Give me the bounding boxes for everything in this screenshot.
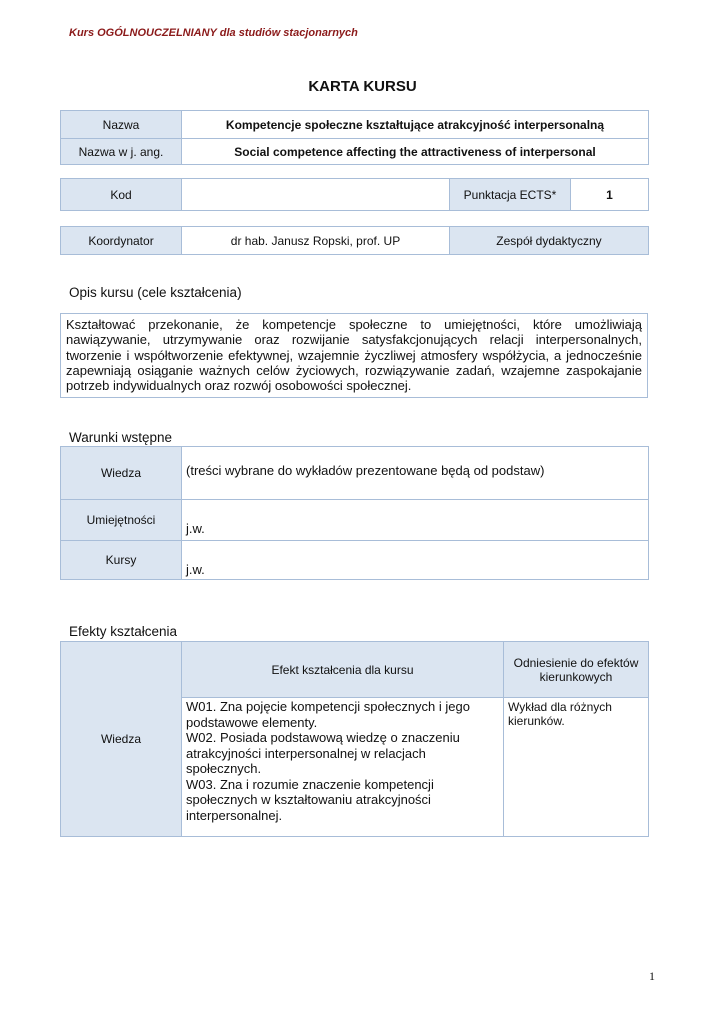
efekty-effects xyxy=(182,698,504,837)
header-note: Kurs OGÓLNOUCZELNIANY dla studiów stacjonarnych xyxy=(69,27,358,39)
team-label: Zespół dydaktyczny xyxy=(450,227,649,255)
warunki-value-kursy: j.w. xyxy=(182,541,649,580)
name-en-value: Social competence affecting the attractiveness of interpersonal xyxy=(182,139,649,165)
efekty-col-ref: Odniesienie do efektów kierunkowych xyxy=(504,642,649,698)
efekty-reference: Wykład dla różnych kierunków. xyxy=(504,698,649,837)
name-label: Nazwa xyxy=(61,111,182,139)
efekty-row-label: Wiedza xyxy=(61,642,182,837)
warunki-table xyxy=(60,446,649,580)
effect-w03: W03. Zna i rozumie znaczenie kompetencji społecznych w kształtowaniu atrakcyjności interpersonalnej. xyxy=(186,776,434,823)
name-en-label: Nazwa w j. ang. xyxy=(61,139,182,165)
ects-label: Punktacja ECTS* xyxy=(450,179,571,211)
efekty-table xyxy=(60,641,649,837)
warunki-heading: Warunki wstępne xyxy=(69,430,173,445)
warunki-label-umiejetnosci: Umiejętności xyxy=(61,500,182,541)
code-value xyxy=(182,179,450,211)
page-title: KARTA KURSU xyxy=(308,78,417,95)
coordinator-table xyxy=(60,226,649,255)
coordinator-label: Koordynator xyxy=(61,227,182,255)
ects-value: 1 xyxy=(571,179,649,211)
effect-w02: W02. Posiada podstawową wiedzę o znaczeniu atrakcyjności interpersonalnej w relacjach społecznych. xyxy=(186,730,460,776)
opis-heading: Opis kursu (cele kształcenia) xyxy=(69,285,242,300)
warunki-label-kursy: Kursy xyxy=(61,541,182,580)
course-name-table xyxy=(60,110,649,165)
page-number: 1 xyxy=(649,969,655,983)
warunki-label-wiedza: Wiedza xyxy=(61,447,182,500)
warunki-value-wiedza: (treści wybrane do wykładów prezentowane będą od podstaw) xyxy=(182,447,649,500)
code-table xyxy=(60,178,649,211)
coordinator-value: dr hab. Janusz Ropski, prof. UP xyxy=(182,227,450,255)
efekty-heading: Efekty kształcenia xyxy=(69,624,178,639)
warunki-value-umiejetnosci: j.w. xyxy=(182,500,649,541)
efekty-col-effect: Efekt kształcenia dla kursu xyxy=(182,642,504,698)
effect-w01: W01. Zna pojęcie kompetencji społecznych i jego podstawowe elementy. xyxy=(186,699,470,730)
code-label: Kod xyxy=(61,179,182,211)
name-value: Kompetencje społeczne kształtujące atrakcyjność interpersonalną xyxy=(182,111,649,139)
opis-text: Kształtować przekonanie, że kompetencje społeczne to umiejętności, które umożliwiają nawiązywanie, utrzymywanie oraz rozwijanie satysfakcjonujących relacji interpersonalnych, tworzenie i współtworzenie efektywnej, wzajemnie życzliwej atmosfery współżycia, a jednocześnie zapewniają osiąganie ważnych celów życiowych, rozwiązywanie zadań, wzajemne zaspokajanie potrzeb indywidualnych oraz rozwój osobowości społecznej. xyxy=(60,313,648,398)
